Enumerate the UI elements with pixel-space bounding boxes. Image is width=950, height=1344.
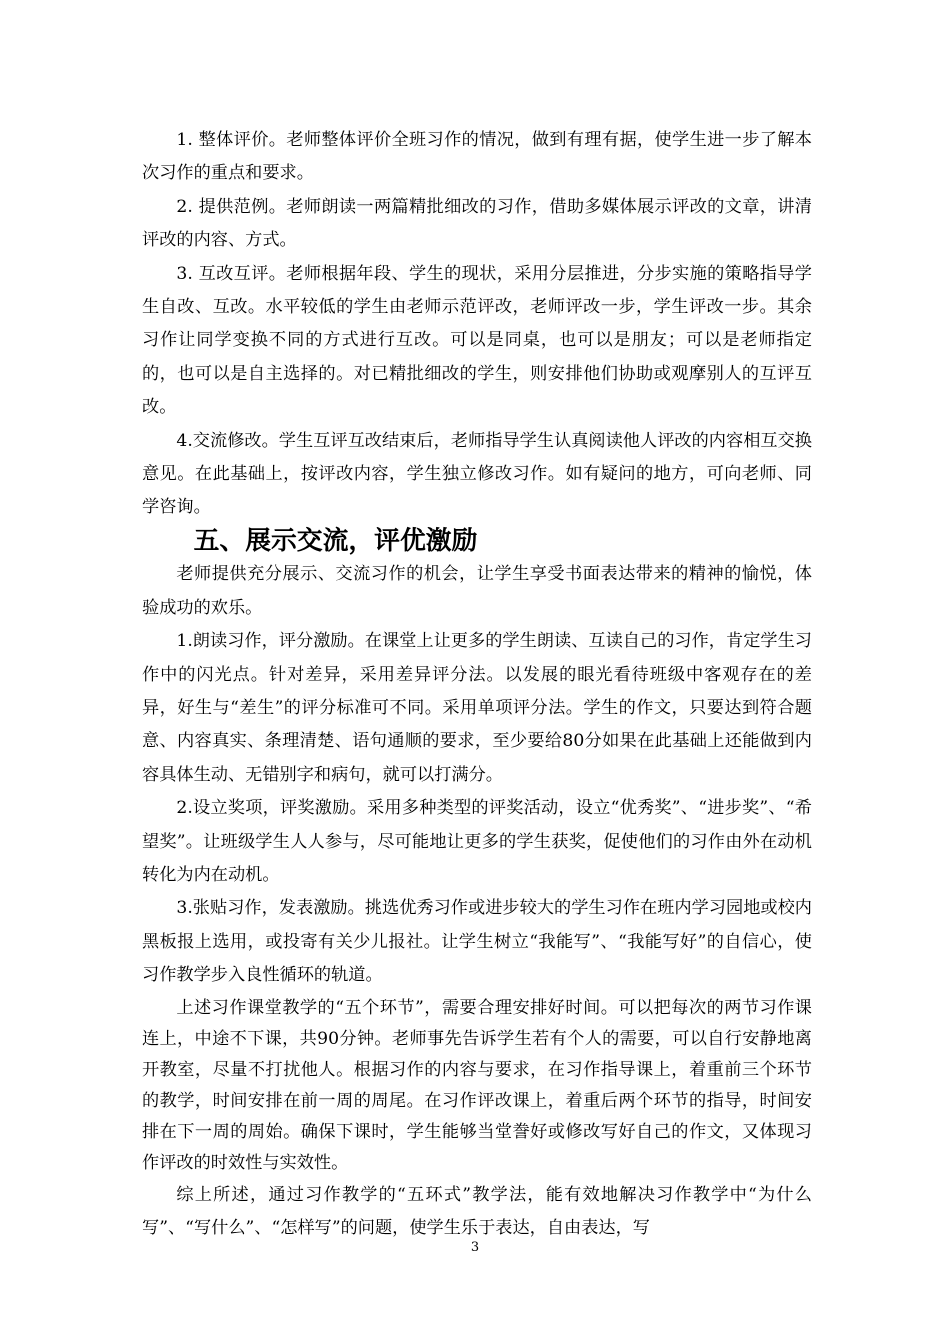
paragraph-summary: 上述习作课堂教学的“五个环节”，需要合理安排好时间。可以把每次的两节习作课连上，中途不下课，共90分钟。老师事先告诉学生若有个人的需要，可以自行安静地离开教室，尽量不打扰他人。根据习作的内容与要求，在习作指导课上，着重前三个环节的教学，时间安排在前一周的周尾。在习作评改课上，着重后两个环节的指导，时间安排在下一周的周始。确保下课时，学生能够当堂誊好或修改写好自己的作文，又体现习作评改的时效性与实效性。 xyxy=(142,997,812,1173)
paragraph-awards: 2.设立奖项，评奖激励。采用多种类型的评奖活动，设立“优秀奖”、“进步奖”、“希望奖”。让班级学生人人参与，尽可能地让更多的学生获奖，促使他们的习作由外在动机转化为内在动机。 xyxy=(142,798,812,885)
page-number: 3 xyxy=(470,1240,480,1255)
paragraph-posting: 3.张贴习作，发表激励。挑选优秀习作或进步较大的学生习作在班内学习园地或校内黑板报上选用，或投寄有关少儿报社。让学生树立“我能写”、“我能写好”的自信心，使习作教学步入良性循环的轨道。 xyxy=(142,898,812,986)
paragraph-conclusion: 综上所述，通过习作教学的“五环式”教学法，能有效地解决习作教学中“为什么写”、“写什么”、“怎样写”的问题，使学生乐于表达，自由表达，写 xyxy=(142,1184,812,1238)
section-heading: 五、展示交流，评优激励 xyxy=(193,525,478,556)
paragraph-overall-evaluation: 1. 整体评价。老师整体评价全班习作的情况，做到有理有据，使学生进一步了解本次习作的重点和要求。 xyxy=(142,130,812,184)
paragraph-provide-examples: 2. 提供范例。老师朗读一两篇精批细改的习作，借助多媒体展示评改的文章，讲清评改的内容、方式。 xyxy=(142,196,812,251)
paragraph-peer-review: 3. 互改互评。老师根据年段、学生的现状，采用分层推进，分步实施的策略指导学生自改、互改。水平较低的学生由老师示范评改，老师评改一步，学生评改一步。其余习作让同学变换不同的方式进行互改。可以是同桌，也可以是朋友；可以是老师指定的，也可以是自主选择的。对已精批细改的学生，则安排他们协助或观摩别人的互评互改。 xyxy=(142,263,812,418)
document-body xyxy=(142,124,812,1245)
paragraph-exchange-revise: 4.交流修改。学生互评互改结束后，老师指导学生认真阅读他人评改的内容相互交换意见。在此基础上，按评改内容，学生独立修改习作。如有疑问的地方，可向老师、同学咨询。 xyxy=(142,430,812,518)
paragraph-read-aloud: 1.朗读习作，评分激励。在课堂上让更多的学生朗读、互读自己的习作，肯定学生习作中的闪光点。针对差异，采用差异评分法。以发展的眼光看待班级中客观存在的差异，好生与“差生”的评分标准可不同。采用单项评分法。学生的作文，只要达到符合题意、内容真实、条理清楚、语句通顺的要求，至少要给80分如果在此基础上还能做到内容具体生动、无错别字和病句，就可以打满分。 xyxy=(142,631,812,785)
paragraph-section-intro: 老师提供充分展示、交流习作的机会，让学生享受书面表达带来的精神的愉悦，体验成功的欢乐。 xyxy=(142,564,812,618)
